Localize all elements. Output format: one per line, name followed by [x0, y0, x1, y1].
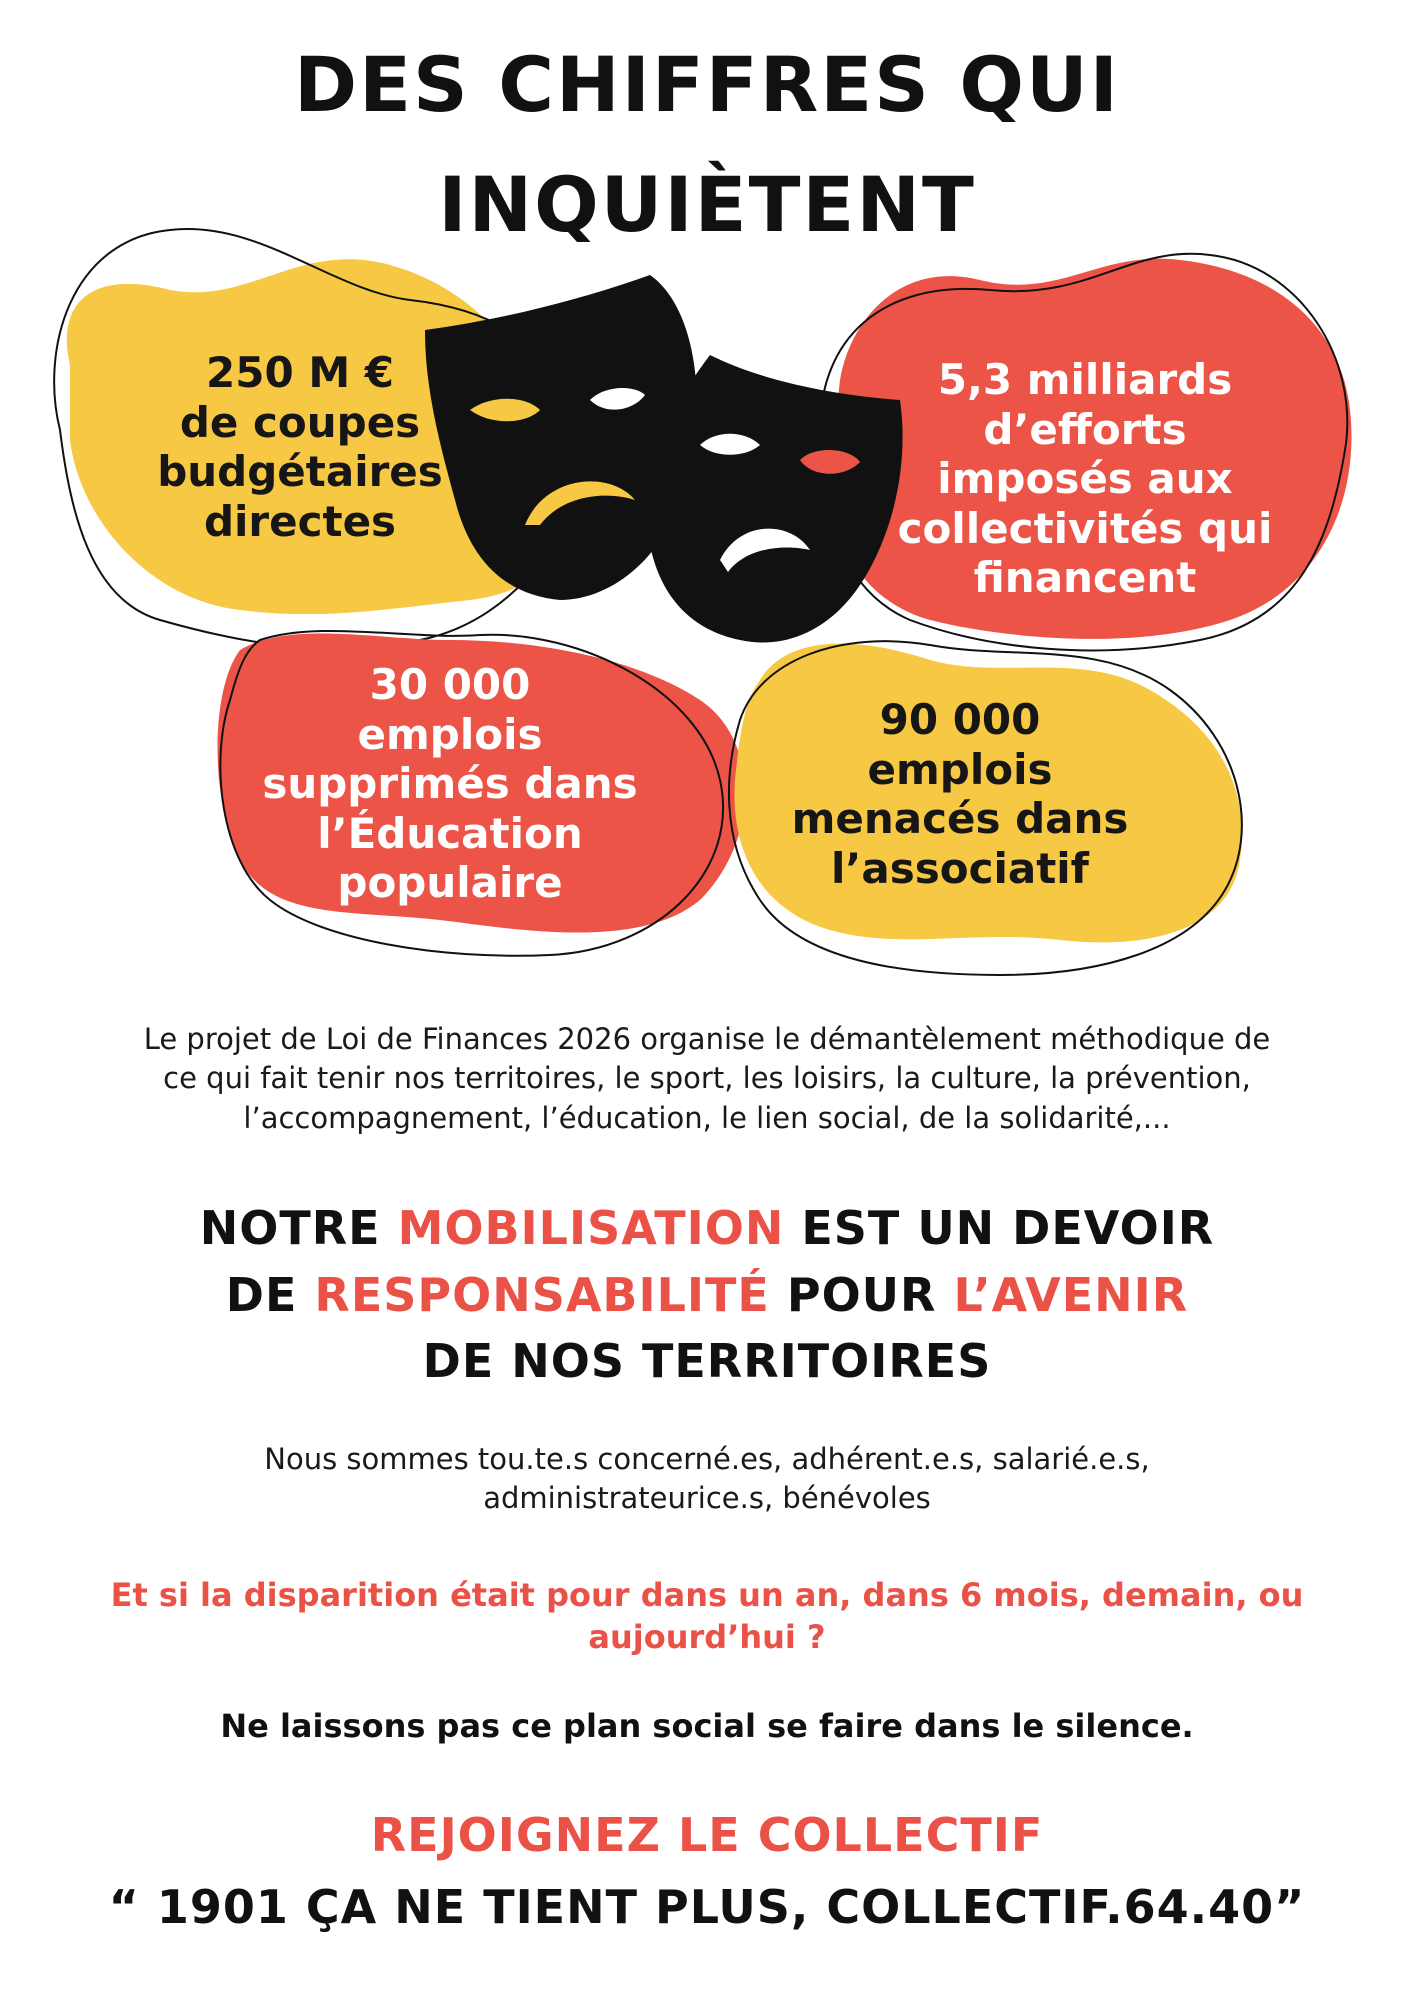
mobilisation-word: DE	[225, 1267, 315, 1322]
mobilisation-headline	[0, 1195, 1414, 1395]
mobilisation-line-1	[0, 1195, 1414, 1262]
intro-line-2: ce qui fait tenir nos territoires, le sport, les loisirs, la culture, la prévention,	[163, 1061, 1251, 1096]
collective-name: “ 1901 ÇA NE TIENT PLUS, COLLECTIF.64.40”	[108, 1880, 1306, 1934]
concerned-line-1: Nous sommes tou.te.s concerné.es, adhérent.e.s, salarié.e.s,	[264, 1442, 1150, 1476]
stat-associatif	[760, 695, 1160, 893]
stat-budget-line-3: budgétaires	[157, 447, 443, 497]
intro-line-1: Le projet de Loi de Finances 2026 organise le démantèlement méthodique de	[143, 1022, 1271, 1056]
stat-associatif-amount: 90 000	[879, 695, 1041, 744]
stat-budget-line-2: de coupes	[179, 397, 421, 447]
responsabilite-highlight: RESPONSABILITÉ	[314, 1267, 770, 1322]
question-text	[70, 1575, 1344, 1658]
stat-budget-line-4: directes	[203, 496, 397, 546]
stat-efforts-line-4: collectivités qui	[897, 503, 1273, 553]
stat-associatif-line-4: l’associatif	[831, 843, 1089, 893]
stat-budget	[130, 348, 470, 546]
stat-efforts-amount: 5,3 milliards	[937, 355, 1233, 404]
mobilisation-word: NOTRE	[199, 1201, 398, 1255]
join-title: REJOIGNEZ LE COLLECTIF	[370, 1808, 1044, 1862]
second-mask	[648, 355, 903, 643]
page-title-line-1: DES CHIFFRES QUI	[294, 40, 1120, 129]
mobilisation-highlight: MOBILISATION	[397, 1201, 785, 1255]
mobilisation-line-2	[0, 1262, 1414, 1329]
stat-education	[240, 660, 660, 908]
avenir-highlight: L’AVENIR	[953, 1267, 1189, 1322]
page-title-line-2: INQUIÈTENT	[438, 160, 976, 249]
question-line-2: aujourd’hui ?	[588, 1617, 826, 1656]
mobilisation-line-3: DE NOS TERRITOIRES	[422, 1334, 992, 1389]
stat-education-line-2: emplois	[357, 709, 543, 759]
stat-education-line-3: supprimés dans	[262, 759, 638, 809]
mobilisation-word: EST UN DEVOIR	[784, 1201, 1215, 1255]
stat-budget-amount: 250 M €	[206, 348, 394, 397]
silence-text: Ne laissons pas ce plan social se faire dans le silence.	[220, 1707, 1194, 1745]
intro-paragraph	[60, 1020, 1354, 1138]
stat-efforts-line-2: d’efforts	[983, 404, 1187, 454]
concerned-text	[0, 1440, 1414, 1518]
stat-efforts-line-5: financent	[973, 553, 1197, 603]
stat-associatif-line-3: menacés dans	[791, 794, 1129, 844]
stat-associatif-line-2: emplois	[867, 744, 1053, 794]
stat-education-line-4: l’Éducation	[317, 808, 583, 858]
intro-line-3: l’accompagnement, l’éducation, le lien social, de la solidarité,...	[243, 1100, 1171, 1135]
stat-efforts	[870, 355, 1300, 603]
stat-education-amount: 30 000	[369, 660, 531, 709]
stat-education-line-5: populaire	[337, 858, 563, 908]
question-line-1: Et si la disparition était pour dans un an, dans 6 mois, demain, ou	[110, 1576, 1304, 1614]
concerned-line-2: administrateurice.s, bénévoles	[483, 1481, 931, 1516]
stat-efforts-line-3: imposés aux	[937, 454, 1233, 504]
mobilisation-word: POUR	[769, 1267, 954, 1322]
